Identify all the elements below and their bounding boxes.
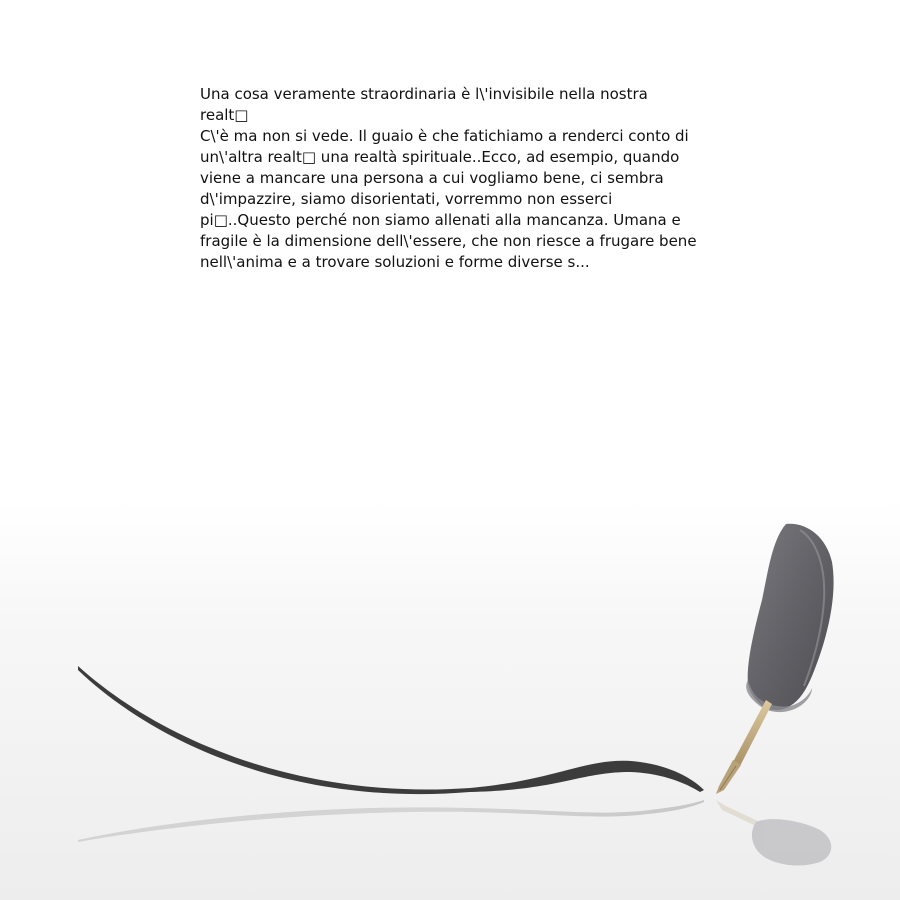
paragraph-1: Una cosa veramente straordinaria è l\'invisibile nella nostra realt□	[200, 85, 648, 124]
ink-stroke	[78, 666, 704, 794]
quill-icon	[716, 524, 834, 794]
feather-vane	[748, 524, 834, 710]
ink-stroke-reflection	[78, 800, 704, 842]
paragraph-2: C\'è ma non si vede. Il guaio è che fatichiamo a renderci conto di un\'altra realt□ una realtà spirituale..Ecco, ad esempio, quando viene a mancare una persona a cui vogliamo bene, ci sembra d\'impazzire, siamo disorientati, vorremmo non esserci pi□..Questo perché non siamo allenati alla mancanza. Umana e fragile è la dimensione dell\'essere, che non riesce a frugare bene nell\'anima e a trovare soluzioni e forme diverse s...	[200, 127, 697, 271]
quill-shaft	[733, 700, 772, 766]
quill-reflection	[716, 800, 831, 865]
